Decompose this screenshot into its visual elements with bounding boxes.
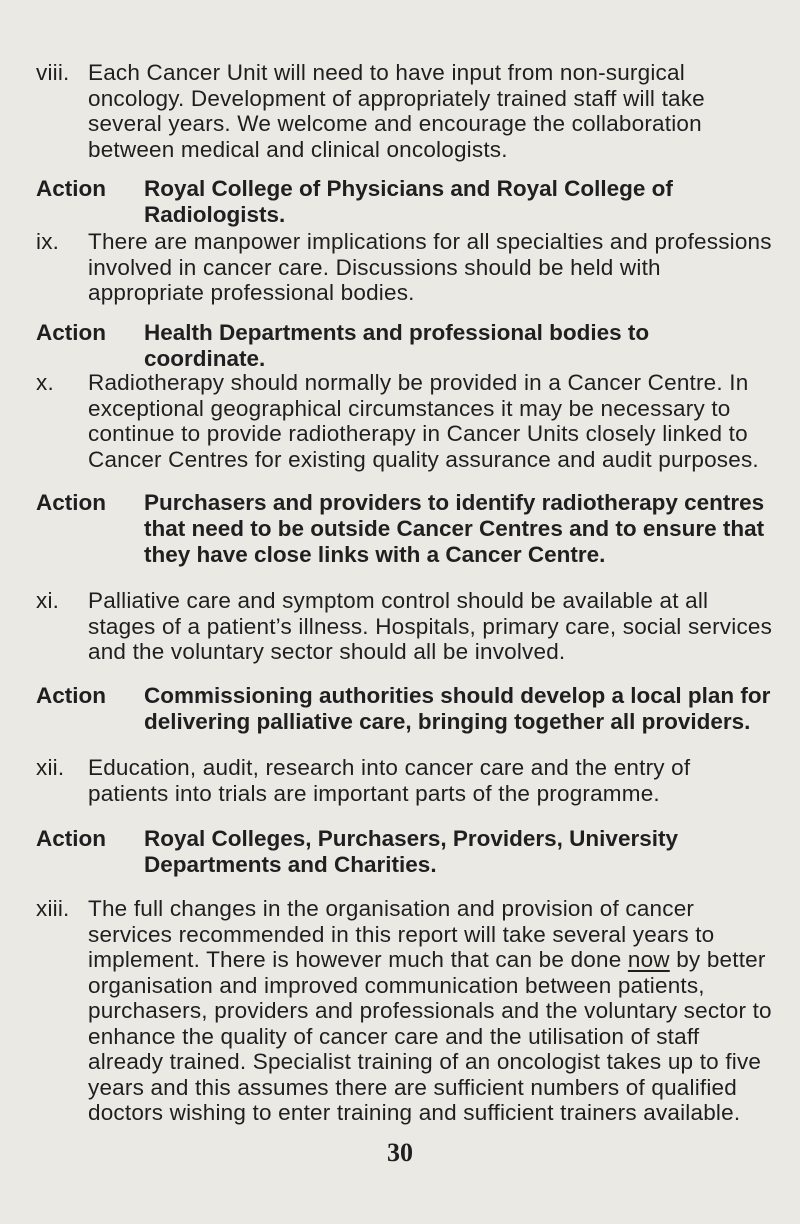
item-number: x. bbox=[36, 370, 54, 395]
action-text: Royal College of Physicians and Royal College of Radiologists. bbox=[144, 176, 673, 227]
action-text: Royal Colleges, Purchasers, Providers, University Departments and Charities. bbox=[144, 826, 678, 877]
recommendation-viii bbox=[36, 60, 776, 162]
action-label: Action bbox=[36, 490, 106, 515]
action-text: Purchasers and providers to identify radiotherapy centres that need to be outside Cancer Centres and to ensure that they have close links with a Cancer Centre. bbox=[144, 490, 765, 567]
recommendation-x bbox=[36, 370, 776, 472]
page-number: 30 bbox=[387, 1138, 413, 1167]
action-viii bbox=[36, 176, 776, 228]
recommendation-xiii bbox=[36, 896, 776, 1126]
item-text-after: by better organisation and improved communication between patients, purchasers, providers and professionals and the voluntary sector to enhance the quality of cancer care and the utilisation of staff already trained. Specialist training of an oncologist takes up to five years and this assumes there are sufficient numbers of qualified doctors wishing to enter training and sufficient trainers available. bbox=[88, 947, 772, 1125]
recommendation-xi bbox=[36, 588, 776, 665]
action-label: Action bbox=[36, 320, 106, 345]
recommendation-xii bbox=[36, 755, 776, 806]
action-x bbox=[36, 490, 776, 568]
item-number: xi. bbox=[36, 588, 60, 613]
item-text: Education, audit, research into cancer care and the entry of patients into trials are important parts of the programme. bbox=[88, 755, 691, 806]
action-text: Commissioning authorities should develop a local plan for delivering palliative care, bringing together all providers. bbox=[144, 683, 771, 734]
item-number: xiii. bbox=[36, 896, 70, 921]
item-number: ix. bbox=[36, 229, 60, 254]
item-number: xii. bbox=[36, 755, 65, 780]
item-text: Palliative care and symptom control should be available at all stages of a patient’s illness. Hospitals, primary care, social services and the voluntary sector should all be involved. bbox=[88, 588, 773, 664]
action-label: Action bbox=[36, 826, 106, 851]
item-number: viii. bbox=[36, 60, 70, 85]
recommendation-ix bbox=[36, 229, 776, 306]
action-ix bbox=[36, 320, 776, 372]
action-label: Action bbox=[36, 176, 106, 201]
action-text: Health Departments and professional bodies to coordinate. bbox=[144, 320, 650, 371]
item-text: There are manpower implications for all specialties and professions involved in cancer care. Discussions should be held with appropriate professional bodies. bbox=[88, 229, 772, 305]
item-text: Radiotherapy should normally be provided in a Cancer Centre. In exceptional geographical circumstances it may be necessary to continue to provide radiotherapy in Cancer Units closely linked to Cancer Centres for existing quality assurance and audit purposes. bbox=[88, 370, 759, 472]
action-xi bbox=[36, 683, 776, 735]
emphasis-now: now bbox=[627, 947, 670, 972]
action-label: Action bbox=[36, 683, 106, 708]
item-text: Each Cancer Unit will need to have input from non-surgical oncology. Development of appropriately trained staff will take several years. We welcome and encourage the collaboration between medical and clinical oncologists. bbox=[88, 60, 705, 162]
action-xii bbox=[36, 826, 776, 878]
item-text-before: The full changes in the organisation and provision of cancer services recommended in this report will take several years to implement. There is however much that can be done bbox=[88, 896, 715, 972]
item-text bbox=[88, 896, 776, 1126]
